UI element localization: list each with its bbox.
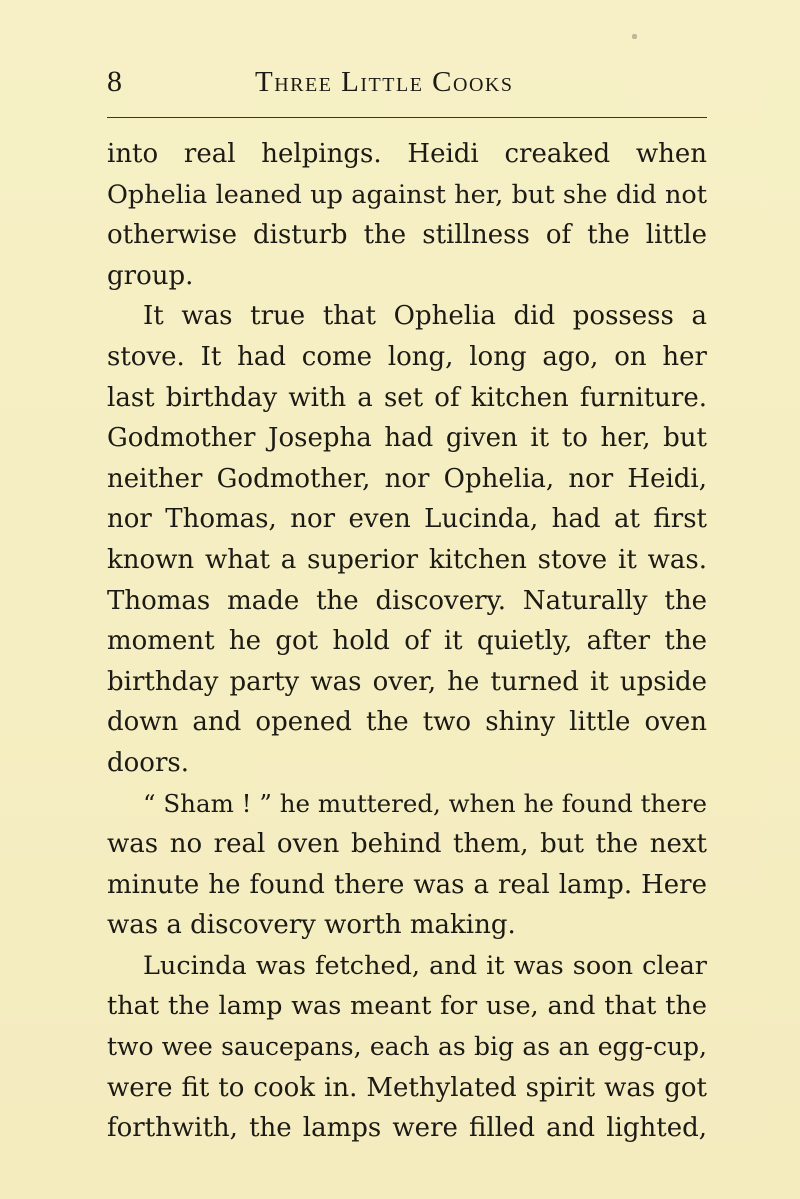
text-line: was a discovery worth making.	[107, 910, 516, 941]
text-line: last birthday with a set of kitchen furniture.	[107, 382, 707, 413]
text-line: birthday party was over, he turned it upside	[107, 666, 707, 697]
text-line: down and opened the two shiny little oven	[107, 707, 707, 738]
text-line: group.	[107, 260, 194, 291]
text-line: Lucinda was fetched, and it was soon clear	[143, 950, 707, 981]
text-line: that the lamp was meant for use, and that the	[107, 991, 707, 1022]
body-text	[107, 134, 707, 1149]
text-line: Godmother Josepha had given it to her, but	[107, 423, 707, 454]
page-header	[107, 60, 707, 110]
text-line: stove. It had come long, long ago, on her	[107, 341, 707, 372]
text-line: forthwith, the lamps were filled and lighted,	[107, 1113, 707, 1144]
text-line: known what a superior kitchen stove it was.	[107, 544, 707, 575]
text-line: was no real oven behind them, but the next	[107, 829, 707, 860]
text-line: It was true that Ophelia did possess a	[143, 301, 707, 332]
text-line: nor Thomas, nor even Lucinda, had at first	[107, 504, 707, 535]
text-line: into real helpings. Heidi creaked when	[107, 139, 707, 169]
running-title: Three Little Cooks	[255, 66, 514, 98]
text-line: “ Sham ! ” he muttered, when he found there	[143, 788, 707, 818]
text-line: otherwise disturb the stillness of the little	[107, 220, 707, 251]
text-line: moment he got hold of it quietly, after the	[107, 626, 707, 657]
text-line: Ophelia leaned up against her, but she did not	[107, 179, 707, 210]
print-speck	[632, 34, 637, 39]
text-line: neither Godmother, nor Ophelia, nor Heidi,	[107, 463, 707, 494]
text-line: were fit to cook in. Methylated spirit was got	[107, 1072, 707, 1103]
text-line: minute he found there was a real lamp. Here	[107, 869, 707, 900]
page-number: 8	[107, 65, 122, 98]
text-line: two wee saucepans, each as big as an egg-cup,	[107, 1032, 707, 1062]
text-line: Thomas made the discovery. Naturally the	[107, 585, 707, 616]
header-rule	[107, 117, 707, 118]
text-line: doors.	[107, 747, 189, 778]
